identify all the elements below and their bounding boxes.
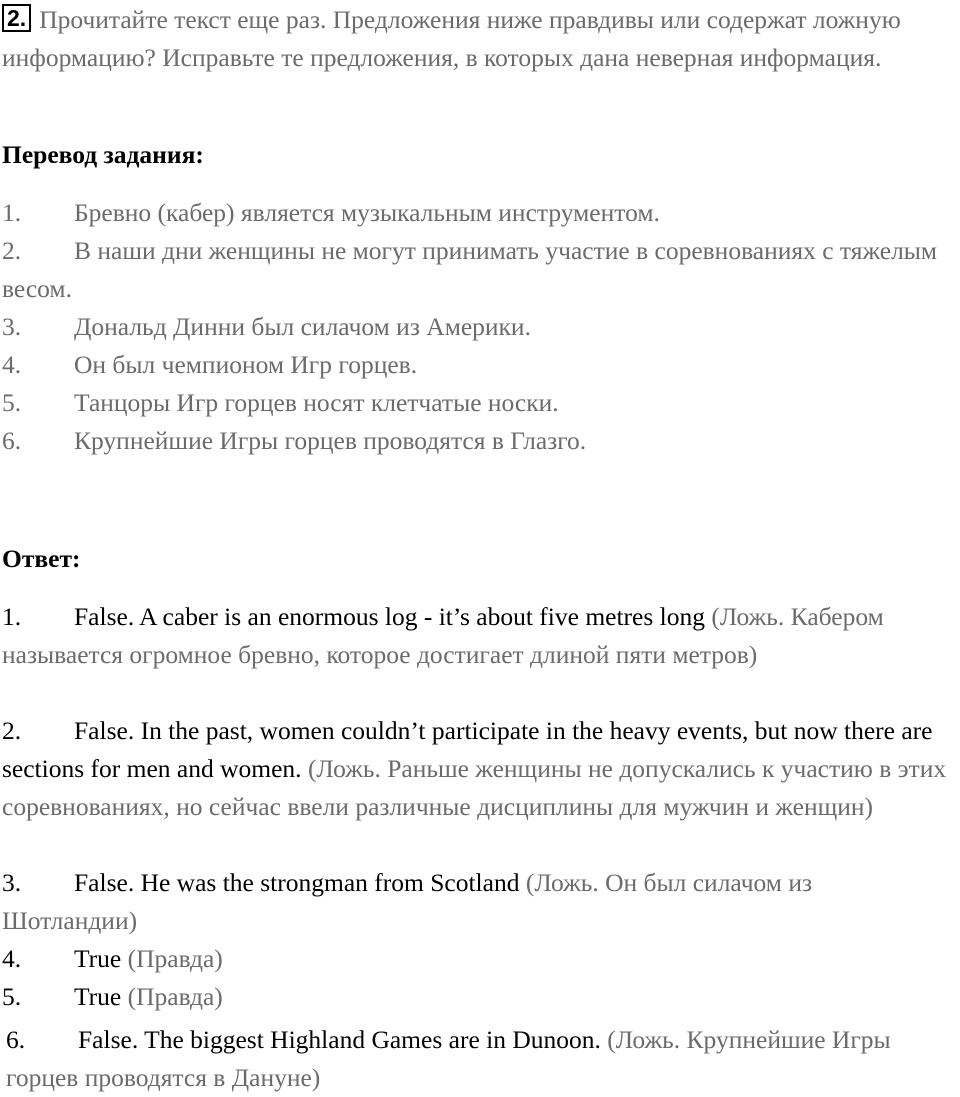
item-number: 2. — [2, 236, 22, 265]
translation-item — [2, 194, 952, 232]
translation-heading: Перевод задания: — [2, 140, 204, 169]
answer-english: False. A caber is an enormous log - it’s about five metres long — [74, 602, 706, 631]
item-text: Танцоры Игр горцев носят клетчатые носки. — [74, 388, 559, 417]
answer-item — [2, 864, 952, 940]
answer-russian: (Правда) — [127, 982, 223, 1011]
answer-item — [6, 1021, 952, 1097]
translation-item — [2, 422, 952, 460]
item-text: Бревно (кабер) является музыкальным инструментом. — [74, 198, 660, 227]
item-number: 1. — [2, 602, 22, 631]
translation-item — [2, 384, 952, 422]
answer-russian: (Правда) — [127, 944, 223, 973]
answer-item — [2, 712, 952, 826]
item-text: Дональд Динни был силачом из Америки. — [74, 312, 531, 341]
task-number: 2. — [2, 4, 31, 32]
item-number: 1. — [2, 198, 22, 227]
answer-heading: Ответ: — [2, 544, 81, 573]
answer-english: True — [74, 944, 122, 973]
translation-item — [2, 232, 952, 308]
item-number: 4. — [2, 944, 22, 973]
answer-english: True — [74, 982, 122, 1011]
answer-item — [2, 940, 952, 978]
answer-english: False. In the past, women couldn’t participate in the heavy events, but now there are sections for men and women. — [2, 716, 933, 783]
task-text: Прочитайте текст еще раз. Предложения ниже правдивы или содержат ложную информацию? Исправьте те предложения, в которых дана неверная информация. — [2, 5, 901, 72]
item-number: 6. — [6, 1025, 26, 1054]
answer-english: False. The biggest Highland Games are in Dunoon. — [78, 1025, 601, 1054]
item-text: В наши дни женщины не могут принимать участие в соревнованиях с тяжелым весом. — [2, 236, 938, 303]
item-number: 2. — [2, 716, 22, 745]
item-text: Крупнейшие Игры горцев проводятся в Глазго. — [74, 426, 587, 455]
task-statement — [2, 1, 952, 77]
answer-russian: (Ложь. Он был силачом из Шотландии) — [2, 868, 813, 935]
translation-item — [2, 346, 952, 384]
item-number: 3. — [2, 868, 22, 897]
answer-item — [2, 978, 952, 1016]
item-number: 3. — [2, 312, 22, 341]
answer-russian: (Ложь. Кабером называется огромное бревно, которое достигает длиной пяти метров) — [2, 602, 884, 669]
item-text: Он был чемпионом Игр горцев. — [74, 350, 418, 379]
item-number: 5. — [2, 388, 22, 417]
item-number: 6. — [2, 426, 22, 455]
answer-russian: (Ложь. Крупнейшие Игры горцев проводятся в Дануне) — [6, 1025, 891, 1092]
translation-item — [2, 308, 952, 346]
item-number: 5. — [2, 982, 22, 1011]
answer-english: False. He was the strongman from Scotland — [74, 868, 520, 897]
answer-item — [2, 598, 952, 674]
item-number: 4. — [2, 350, 22, 379]
answer-russian: (Ложь. Раньше женщины не допускались к участию в этих соревнованиях, но сейчас ввели различные дисциплины для мужчин и женщин) — [2, 754, 947, 821]
